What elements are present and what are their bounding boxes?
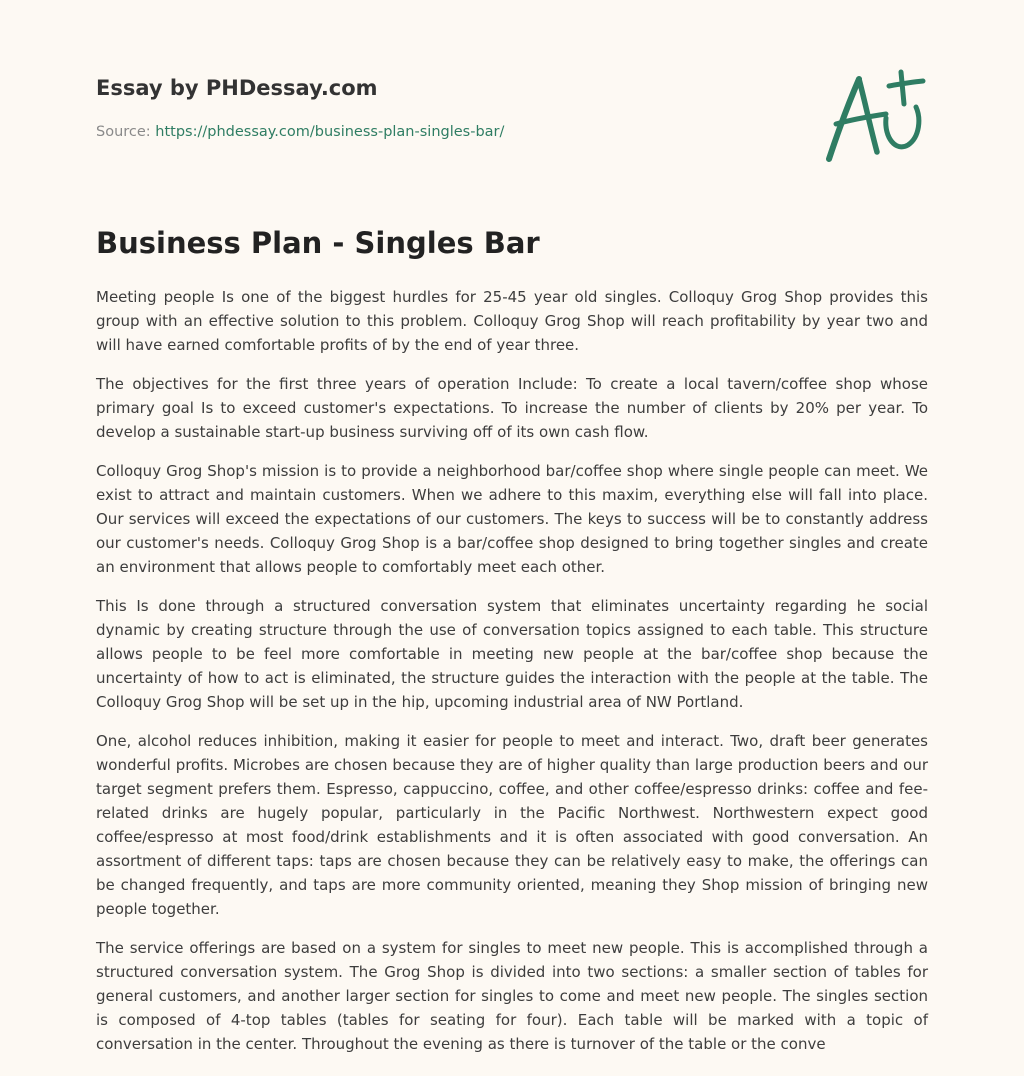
essay-body (96, 285, 928, 1071)
essay-title: Business Plan - Singles Bar (96, 226, 540, 260)
source-link[interactable]: https://phdessay.com/business-plan-singles-bar/ (155, 124, 505, 140)
essay-paragraph: The objectives for the first three years of operation Include: To create a local tavern/coffee shop whose primary goal Is to exceed customer's expectations. To increase the number of clients by 20% per year. To develop a sustainable start-up business surviving off of its own cash flow. (96, 375, 928, 441)
essay-paragraph: The service offerings are based on a system for singles to meet new people. This is accomplished through a structured conversation system. The Grog Shop is divided into two sections: a smaller section of tables for general customers, and another larger section for singles to come and meet new people. The singles section is composed of 4-top tables (tables for seating for four). Each table will be marked with a topic of conversation in the center. Throughout the evening as there is turnover of the table or the conve (96, 939, 928, 1053)
site-brand: Essay by PHDessay.com (96, 76, 378, 100)
essay-paragraph: Colloquy Grog Shop's mission is to provide a neighborhood bar/coffee shop where single people can meet. We exist to attract and maintain customers. When we adhere to this maxim, everything else will fall into place. Our services will exceed the expectations of our customers. The keys to success will be to constantly address our customer's needs. Colloquy Grog Shop is a bar/coffee shop designed to bring together singles and create an environment that allows people to comfortably meet each other. (96, 462, 928, 576)
essay-paragraph: One, alcohol reduces inhibition, making it easier for people to meet and interact. Two, draft beer generates wonderful profits. Microbes are chosen because they are of higher quality than large production beers and our target segment prefers them. Espresso, cappuccino, coffee, and other coffee/espresso drinks: coffee and fee-related drinks are hugely popular, particularly in the Pacific Northwest. Northwestern expect good coffee/espresso at most food/drink establishments and it is often associated with good conversation. An assortment of different taps: taps are chosen because they can be relatively easy to make, the offerings can be changed frequently, and taps are more community oriented, meaning they Shop mission of bringing new people together. (96, 732, 928, 918)
essay-paragraph: This Is done through a structured conversation system that eliminates uncertainty regarding he social dynamic by creating structure through the use of conversation topics assigned to each table. This structure allows people to be feel more comfortable in meeting new people at the bar/coffee shop because the uncertainty of how to act is eliminated, the structure guides the interaction with the people at the table. The Colloquy Grog Shop will be set up in the hip, upcoming industrial area of NW Portland. (96, 597, 928, 711)
a-plus-grade-icon (822, 66, 930, 166)
essay-paragraph: Meeting people Is one of the biggest hurdles for 25-45 year old singles. Colloquy Grog Shop provides this group with an effective solution to this problem. Colloquy Grog Shop will reach profitability by year two and will have earned comfortable profits of by the end of year three. (96, 288, 928, 354)
source-line (96, 124, 504, 140)
source-label: Source: (96, 124, 151, 140)
